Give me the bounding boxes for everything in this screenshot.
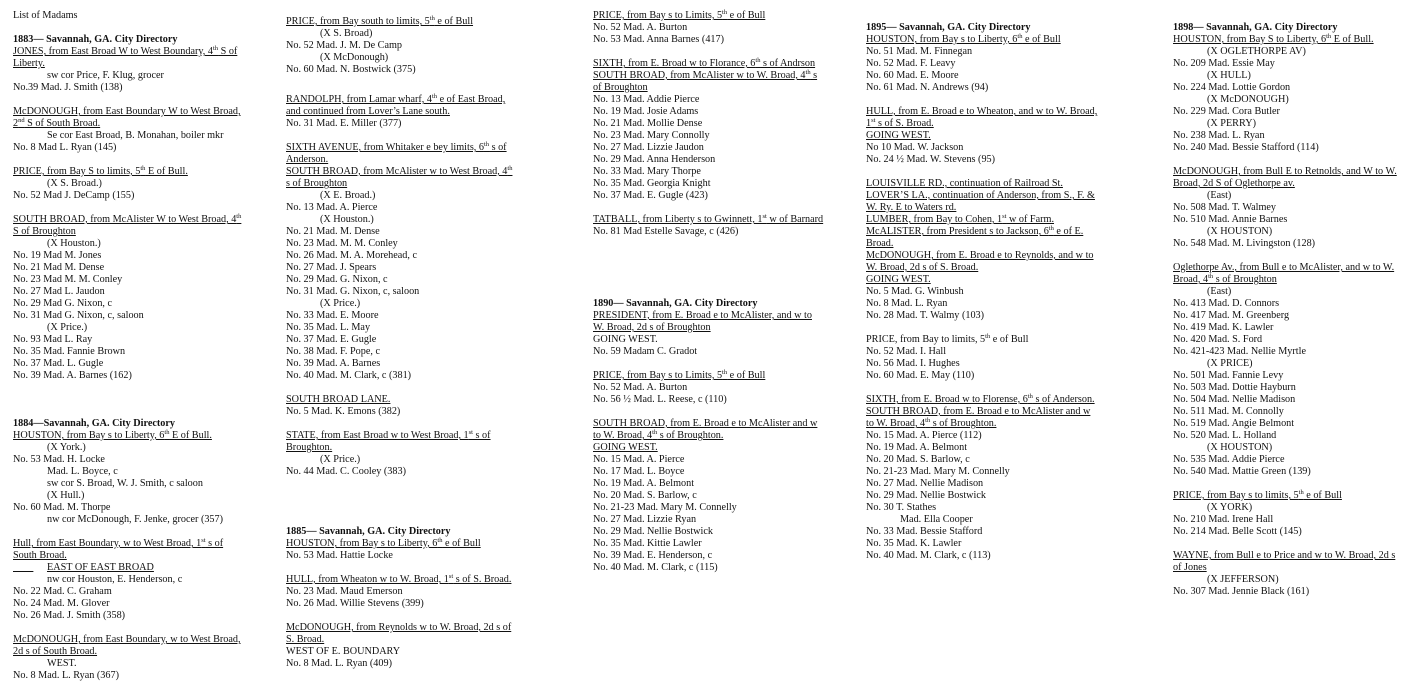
listing-line: No. 519 Mad. Angie Belmont: [1173, 418, 1295, 429]
listing-line: No. 21 Mad M. Dense: [13, 262, 105, 273]
section-subheading: EAST OF EAST BROAD: [47, 562, 154, 573]
listing-line: No. 27 Mad. J. Spears: [286, 262, 377, 273]
cross-street-note: (X McDonough): [320, 52, 389, 63]
listing-line: No. 24 ½ Mad. W. Stevens (95): [866, 154, 996, 165]
street-heading: McDONOUGH, from East Boundary, w to West Broad,: [13, 634, 241, 645]
street-heading: HOUSTON, from Bay s to Liberty, 6th e of Bull: [286, 537, 481, 549]
listing-line: No. 15 Mad. A. Pierce: [593, 454, 685, 465]
street-heading: and continued from Lover’s Lane south.: [286, 106, 450, 117]
directory-entry-block: [593, 370, 765, 406]
listing-line: No.39 Mad. J. Smith (138): [13, 82, 123, 93]
listing-line: No. 21 Mad. Mollie Dense: [593, 118, 703, 129]
street-heading: 2d s of South Broad.: [13, 646, 98, 657]
cross-street-note: sw cor Price, F. Klug, grocer: [47, 70, 164, 81]
directory-entry-block: [593, 58, 817, 202]
listing-line: No. 17 Mad. L. Boyce: [593, 466, 685, 477]
street-heading: McDONOUGH, from Reynolds w to W. Broad, 2d s of: [286, 622, 512, 633]
directory-entry-block: [866, 178, 1095, 322]
cross-street-note: nw cor McDonough, F. Jenke, grocer (357): [47, 514, 224, 525]
street-heading: WAYNE, from Bull e to Price and w to W. Broad, 2d s: [1173, 550, 1396, 561]
street-heading: TATBALL, from Liberty s to Gwinnett, 1st w of Barnard: [593, 213, 824, 225]
directory-entry-block: [866, 394, 1095, 562]
listing-line: No. 59 Madam C. Gradot: [593, 346, 698, 357]
listing-line: No. 52 Mad. J. M. De Camp: [286, 40, 403, 51]
directory-year-heading: 1883— Savannah, GA. City Directory: [13, 34, 178, 45]
directory-entry-block: [1173, 550, 1395, 598]
listing-line: No. 38 Mad. F. Pope, c: [286, 346, 380, 357]
directory-entry-block: [593, 10, 765, 46]
street-heading: S. Broad.: [286, 634, 325, 645]
listing-line: No. 27 Mad. Nellie Madison: [866, 478, 984, 489]
cross-street-note: (X OGLETHORPE AV): [1207, 46, 1306, 57]
listing-line: No. 210 Mad. Irene Hall: [1173, 514, 1274, 525]
directory-entry-block: [866, 106, 1097, 166]
directory-entry-block: [1173, 262, 1394, 478]
listing-line: WEST OF E. BOUNDARY: [286, 646, 401, 657]
listing-line: No. 15 Mad. A. Pierce (112): [866, 430, 982, 441]
listing-line: No. 81 Mad Estelle Savage, c (426): [593, 226, 739, 237]
listing-line: No. 419 Mad. K. Lawler: [1173, 322, 1274, 333]
listing-line: No. 23 Mad M. M. Conley: [13, 274, 123, 285]
listing-line: No. 19 Mad. A. Belmont: [593, 478, 695, 489]
listing-line: No. 26 Mad. Willie Stevens (399): [286, 598, 424, 609]
listing-line: No. 40 Mad. M. Clark, c (381): [286, 370, 412, 381]
directory-year-heading: 1895— Savannah, GA. City Directory: [866, 22, 1031, 33]
listing-line: No. 214 Mad. Belle Scott (145): [1173, 526, 1302, 537]
listing-line: No. 540 Mad. Mattie Green (139): [1173, 466, 1311, 477]
street-heading: JONES, from East Broad W to West Boundary, 4th S of: [13, 45, 238, 57]
street-heading: HOUSTON, from Bay S to Liberty, 6th E of Bull.: [1173, 33, 1374, 45]
listing-line: No. 33 Mad. E. Moore: [286, 310, 379, 321]
street-heading: GOING WEST.: [593, 442, 658, 453]
street-heading: GOING WEST.: [866, 130, 931, 141]
listing-line: No 10 Mad. W. Jackson: [866, 142, 964, 153]
cross-street-note: (X Hull.): [47, 490, 85, 501]
street-heading: Anderson.: [286, 154, 329, 165]
cross-street-note: (X S. Broad.): [47, 178, 102, 189]
listing-line: No. 35 Mad. K. Lawler: [866, 538, 962, 549]
listing-line: No. 535 Mad. Addie Pierce: [1173, 454, 1285, 465]
directory-entry-block: [1173, 166, 1397, 250]
listing-line: No. 238 Mad. L. Ryan: [1173, 130, 1265, 141]
cross-street-note: WEST.: [47, 658, 77, 669]
listing-line: No. 503 Mad. Dottie Hayburn: [1173, 382, 1296, 393]
directory-entry-block: [1173, 22, 1374, 154]
street-heading: LUMBER, from Bay to Cohen, 1st w of Farm.: [866, 213, 1054, 225]
listing-line: No. 21 Mad. M. Dense: [286, 226, 380, 237]
cross-street-note: (X HULL): [1207, 70, 1251, 81]
street-heading: s of Broughton: [286, 178, 348, 189]
cross-street-note: (East): [1207, 190, 1232, 201]
street-heading: PRICE, from Bay s to Limits, 5th e of Bull: [593, 9, 766, 21]
directory-entry-block: [286, 526, 481, 562]
listing-line: No. 35 Mad. Georgia Knight: [593, 178, 711, 189]
listing-line: No. 31 Mad. G. Nixon, c, saloon: [286, 286, 420, 297]
directory-entry-block: [286, 394, 400, 418]
directory-entry-block: [286, 142, 512, 382]
listing-line: No. 27 Mad L. Jaudon: [13, 286, 105, 297]
street-heading: 1st s of S. Broad.: [866, 117, 934, 129]
listing-line: No. 420 Mad. S. Ford: [1173, 334, 1263, 345]
cross-street-note: Se cor East Broad, B. Monahan, boiler mkr: [47, 130, 224, 141]
street-heading: LOUISVILLE RD., continuation of Railroad St.: [866, 178, 1063, 189]
listing-line: No. 8 Mad L. Ryan (145): [13, 142, 117, 153]
listing-line: No. 23 Mad. M. M. Conley: [286, 238, 398, 249]
listing-line: No. 19 Mad. Josie Adams: [593, 106, 699, 117]
cross-street-note: (X HOUSTON): [1207, 226, 1273, 237]
listing-line: No. 40 Mad. M. Clark, c (113): [866, 550, 991, 561]
listing-line: No. 504 Mad. Nellie Madison: [1173, 394, 1296, 405]
street-heading: W. Broad, 2d s of S. Broad.: [866, 262, 979, 273]
street-heading: Broughton.: [286, 442, 333, 453]
listing-line: No. 61 Mad. N. Andrews (94): [866, 82, 989, 93]
listing-line: No. 37 Mad. L. Gugle: [13, 358, 104, 369]
street-heading: SIXTH, from E. Broad w to Florense, 6th s of Anderson.: [866, 393, 1095, 405]
street-heading: STATE, from East Broad w to West Broad, 1st s of: [286, 429, 491, 441]
street-heading: of Jones: [1173, 562, 1207, 573]
listing-line: No. 52 Mad. F. Leavy: [866, 58, 956, 69]
listing-line: No. 52 Mad. A. Burton: [593, 22, 688, 33]
listing-line: No. 417 Mad. M. Greenberg: [1173, 310, 1290, 321]
directory-entry-block: [866, 22, 1061, 94]
street-heading: HOUSTON, from Bay s to Liberty, 6th E of Bull.: [13, 429, 212, 441]
directory-entry-block: [13, 418, 223, 526]
listing-line: No. 39 Mad. A. Barnes: [286, 358, 381, 369]
listing-line: No. 224 Mad. Lottie Gordon: [1173, 82, 1291, 93]
street-heading: S of Broughton: [13, 226, 76, 237]
street-heading: Oglethorpe Av., from Bull e to McAlister, and w to W.: [1173, 262, 1395, 273]
street-heading: to W. Broad, 4th s of Broughton.: [866, 417, 997, 429]
listing-line: No. 35 Mad. L. May: [286, 322, 371, 333]
street-heading: HULL, from Wheaton w to W. Broad, 1st s of S. Broad.: [286, 573, 512, 585]
listing-line: No. 240 Mad. Bessie Stafford (114): [1173, 142, 1319, 153]
street-heading: Broad, 4th s of Broughton: [1173, 273, 1277, 285]
directory-entry-block: [286, 574, 511, 610]
listing-line: No. 37 Mad. E. Gugle: [286, 334, 377, 345]
listing-line: No. 60 Mad. M. Thorpe: [13, 502, 111, 513]
street-heading: W. Ry. E to Waters rd.: [866, 202, 957, 213]
listing-line: No. 19 Mad M. Jones: [13, 250, 102, 261]
listing-line: No. 511 Mad. M. Connolly: [1173, 406, 1284, 417]
listing-line: No. 23 Mad. Mary Connolly: [593, 130, 710, 141]
listing-line: No. 421-423 Mad. Nellie Myrtle: [1173, 346, 1306, 357]
cross-street-note: (X PERRY): [1207, 118, 1256, 129]
listing-line: No. 60 Mad. N. Bostwick (375): [286, 64, 416, 75]
listing-line: No. 29 Mad. Anna Henderson: [593, 154, 716, 165]
directory-entry-block: [286, 430, 491, 478]
street-heading: of Broughton: [593, 82, 648, 93]
listing-line: No. 23 Mad. Maud Emerson: [286, 586, 403, 597]
listing-line: No. 20 Mad. S. Barlow, c: [866, 454, 970, 465]
directory-entry-block: [13, 538, 223, 622]
street-heading: PRICE, from Bay s to limits, 5th e of Bull: [1173, 489, 1342, 501]
listing-line: No. 520 Mad. L. Holland: [1173, 430, 1277, 441]
listing-line: No. 51 Mad. M. Finnegan: [866, 46, 973, 57]
listing-line: No. 27 Mad. Lizzie Ryan: [593, 514, 697, 525]
cross-street-note: (X McDONOUGH): [1207, 94, 1289, 105]
listing-line: No. 8 Mad. L. Ryan: [866, 298, 948, 309]
listing-line: No. 21-23 Mad. Mary M. Connelly: [866, 466, 1010, 477]
listing-line: No. 501 Mad. Fannie Levy: [1173, 370, 1284, 381]
listing-line: No. 548 Mad. M. Livingston (128): [1173, 238, 1316, 249]
directory-entry-block: [1173, 490, 1342, 538]
cross-street-note: nw cor Houston, E. Henderson, c: [47, 574, 183, 585]
listing-line: No. 56 Mad. I. Hughes: [866, 358, 960, 369]
listing-line: No. 93 Mad L. Ray: [13, 334, 93, 345]
cross-street-note: (X S. Broad): [320, 28, 373, 39]
listing-line: No. 31 Mad. E. Miller (377): [286, 118, 402, 129]
listing-line: No. 8 Mad. L. Ryan (409): [286, 658, 392, 669]
street-heading: McDONOUGH, from E. Broad e to Reynolds, and w to: [866, 250, 1094, 261]
listing-line: No. 5 Mad. K. Emons (382): [286, 406, 401, 417]
directory-entry-block: [13, 106, 241, 154]
listing-line: No. 508 Mad. T. Walmey: [1173, 202, 1277, 213]
listing-line: No. 52 Mad J. DeCamp (155): [13, 190, 135, 201]
directory-entry-block: [13, 34, 237, 94]
directory-entry-block: [286, 622, 511, 670]
street-heading: LOVER’S LA., continuation of Anderson, from S., F. &: [866, 190, 1095, 201]
street-heading: to W. Broad, 4th s of Broughton.: [593, 429, 724, 441]
listing-line: No. 60 Mad. E. Moore: [866, 70, 959, 81]
street-heading: PRICE, from Bay s to Limits, 5th e of Bull: [593, 369, 766, 381]
listing-line: No. 35 Mad. Fannie Brown: [13, 346, 126, 357]
listing-line: No. 52 Mad. A. Burton: [593, 382, 688, 393]
directory-entry-block: [593, 214, 823, 238]
directory-year-heading: 1885— Savannah, GA. City Directory: [286, 526, 451, 537]
listing-line: No. 28 Mad. T. Walmy (103): [866, 310, 985, 321]
listing-line: No. 52 Mad. I. Hall: [866, 346, 947, 357]
directory-entry-block: [593, 418, 817, 574]
street-heading: RANDOLPH, from Lamar wharf, 4th e of East Broad,: [286, 93, 506, 105]
listing-line: No. 44 Mad. C. Cooley (383): [286, 466, 406, 477]
listing-line: No. 510 Mad. Annie Barnes: [1173, 214, 1288, 225]
street-heading: HOUSTON, from Bay s to Liberty, 6th e of Bull: [866, 33, 1061, 45]
listing-line: No. 20 Mad. S. Barlow, c: [593, 490, 697, 501]
listing-line: No. 60 Mad. E. May (110): [866, 370, 975, 381]
directory-year-heading: 1884—Savannah, GA. City Directory: [13, 418, 175, 429]
street-heading: W. Broad, 2d s of Broughton: [593, 322, 711, 333]
listing-line: No. 229 Mad. Cora Butler: [1173, 106, 1280, 117]
cross-street-note: (X E. Broad.): [320, 190, 376, 201]
street-heading: SIXTH, from E. Broad w to Florance, 6th s of Andrson: [593, 57, 816, 69]
cross-street-note: (X PRICE): [1207, 358, 1253, 369]
listing-line: GOING WEST.: [593, 334, 658, 345]
cross-street-note: sw cor S. Broad, W. J. Smith, c saloon: [47, 478, 203, 489]
listing-line: No. 33 Mad. Bessie Stafford: [866, 526, 983, 537]
directory-entry-block: [286, 16, 473, 76]
listing-line: No. 40 Mad. M. Clark, c (115): [593, 562, 718, 573]
cross-street-note: (X HOUSTON): [1207, 442, 1273, 453]
street-heading: Liberty.: [13, 58, 45, 69]
listing-line: No. 209 Mad. Essie May: [1173, 58, 1275, 69]
directory-entry-block: [286, 94, 505, 130]
street-heading: McALISTER, from President s to Jackson, 6th e of E.: [866, 225, 1084, 237]
street-heading: SIXTH AVENUE, from Whitaker e bey limits, 6th s of: [286, 141, 507, 153]
listing-line: No. 33 Mad. Mary Thorpe: [593, 166, 701, 177]
listing-line: No. 29 Mad G. Nixon, c: [13, 298, 113, 309]
document-title: List of Madams: [13, 10, 78, 21]
listing-line: No. 35 Mad. Kittie Lawler: [593, 538, 702, 549]
directory-year-heading: 1890— Savannah, GA. City Directory: [593, 298, 758, 309]
street-heading: HULL, from E. Broad e to Wheaton, and w to W. Broad,: [866, 106, 1098, 117]
cross-street-note: (X Houston.): [320, 214, 374, 225]
cross-street-note: (X Price.): [47, 322, 88, 333]
street-heading: McDONOUGH, from East Boundary W to West Broad,: [13, 106, 241, 117]
listing-line: No. 8 Mad. L. Ryan (367): [13, 670, 119, 681]
cross-street-note: (X York.): [47, 442, 86, 453]
listing-line: No. 26 Mad. J. Smith (358): [13, 610, 126, 621]
cross-street-note: (X Price.): [320, 298, 361, 309]
listing-line: No. 53 Mad. H. Locke: [13, 454, 105, 465]
street-heading: SOUTH BROAD, from McAlister w to W. Broad, 4th s: [593, 69, 818, 81]
street-heading: 2nd S of South Broad.: [13, 117, 101, 129]
street-heading: South Broad.: [13, 550, 67, 561]
street-heading: Hull, from East Boundary, w to West Broad, 1st s of: [13, 537, 224, 549]
listing-line: No. 22 Mad. C. Graham: [13, 586, 112, 597]
listing-line: No. 31 Mad G. Nixon, c, saloon: [13, 310, 144, 321]
listing-line: No. 24 Mad. M. Glover: [13, 598, 110, 609]
listing-line: No. 56 ½ Mad. L. Reese, c (110): [593, 394, 727, 405]
cross-street-note: (East): [1207, 286, 1232, 297]
street-heading: McDONOUGH, from Bull E to Retnolds, and W to W.: [1173, 166, 1397, 177]
street-heading: SOUTH BROAD, from E. Broad e to McAlister and w: [866, 406, 1091, 417]
directory-entry-block: [13, 214, 241, 382]
listing-line: No. 26 Mad. M. A. Morehead, c: [286, 250, 417, 261]
listing-line: No. 29 Mad. Nellie Bostwick: [593, 526, 713, 537]
listing-line: No. 413 Mad. D. Connors: [1173, 298, 1280, 309]
directory-entry-block: [13, 166, 188, 202]
listing-line: No. 30 T. Stathes: [866, 502, 937, 513]
listing-line: No. 27 Mad. Lizzie Jaudon: [593, 142, 704, 153]
cross-street-note: (X JEFFERSON): [1207, 574, 1279, 585]
listing-line: No. 29 Mad. G. Nixon, c: [286, 274, 388, 285]
cross-street-note: Mad. L. Boyce, c: [47, 466, 118, 477]
directory-entry-block: [593, 298, 812, 358]
cross-street-note: (X Houston.): [47, 238, 101, 249]
street-heading: SOUTH BROAD, from McAlister W to West Broad, 4th: [13, 213, 242, 225]
listing-line: No. 37 Mad. E. Gugle (423): [593, 190, 708, 201]
directory-entry-block: [866, 334, 1028, 382]
listing-line: No. 53 Mad. Hattie Locke: [286, 550, 393, 561]
street-heading: Broad.: [866, 238, 894, 249]
listing-line: No. 5 Mad. G. Winbush: [866, 286, 964, 297]
cross-street-note: (X YORK): [1207, 502, 1253, 513]
listing-line: No. 39 Mad. A. Barnes (162): [13, 370, 132, 381]
listing-line: No. 53 Mad. Anna Barnes (417): [593, 34, 724, 45]
street-heading: SOUTH BROAD LANE.: [286, 394, 391, 405]
street-heading: PRICE, from Bay south to limits, 5th e of Bull: [286, 15, 474, 27]
listing-line: No. 13 Mad. Addie Pierce: [593, 94, 700, 105]
cross-street-note: (X Price.): [320, 454, 361, 465]
street-heading: PRESIDENT, from E. Broad e to McAlister, and w to: [593, 310, 812, 321]
listing-line: No. 307 Mad. Jennie Black (161): [1173, 586, 1310, 597]
directory-entry-block: [13, 634, 241, 682]
street-heading: PRICE, from Bay S to limits, 5th E of Bull.: [13, 165, 188, 177]
street-heading: Broad, 2d S of Oglethorpe av.: [1173, 178, 1295, 189]
street-heading: SOUTH BROAD, from McAlister w to West Broad, 4th: [286, 165, 513, 177]
listing-line: No. 39 Mad. E. Henderson, c: [593, 550, 713, 561]
cross-street-note: Mad. Ella Cooper: [900, 514, 973, 525]
listing-line: PRICE, from Bay to limits, 5th e of Bull: [866, 333, 1029, 345]
listing-line: No. 19 Mad. A. Belmont: [866, 442, 968, 453]
directory-year-heading: 1898— Savannah, GA. City Directory: [1173, 22, 1338, 33]
listing-line: No. 13 Mad. A. Pierce: [286, 202, 378, 213]
listing-line: No. 29 Mad. Nellie Bostwick: [866, 490, 986, 501]
street-heading: GOING WEST.: [866, 274, 931, 285]
street-heading: SOUTH BROAD, from E. Broad e to McAlister and w: [593, 418, 818, 429]
listing-line: No. 21-23 Mad. Mary M. Connelly: [593, 502, 737, 513]
